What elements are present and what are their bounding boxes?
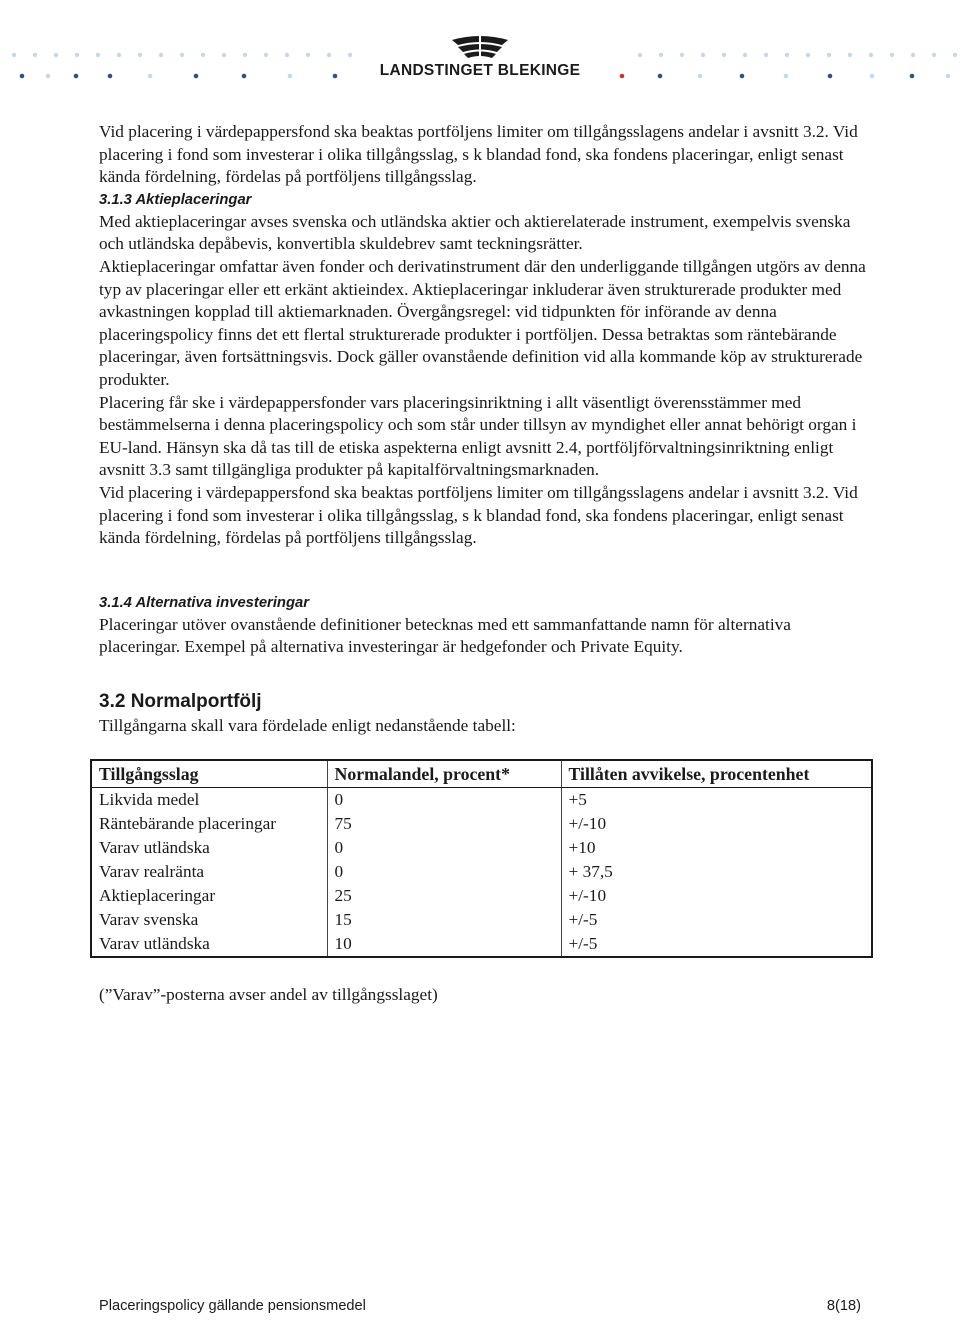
decorative-dot — [194, 74, 199, 79]
page-header — [0, 0, 960, 96]
decorative-dot — [12, 53, 16, 57]
decorative-dot — [75, 53, 79, 57]
table-cell: +/-5 — [561, 932, 872, 957]
decorative-dot — [117, 53, 121, 57]
table-row — [91, 932, 872, 957]
decorative-dot — [620, 74, 625, 79]
decorative-dot — [827, 53, 831, 57]
page-footer — [99, 1298, 861, 1314]
table-cell: Varav realränta — [91, 860, 327, 884]
heading-3-2: 3.2 Normalportfölj — [99, 690, 262, 712]
decorative-dot — [288, 74, 293, 79]
decorative-dot — [784, 74, 789, 79]
allocation-table — [90, 759, 873, 958]
decorative-dot — [743, 53, 747, 57]
heading-3-1-3: 3.1.3 Aktieplaceringar — [99, 191, 252, 208]
table-row — [91, 788, 872, 813]
decorative-dot — [20, 74, 25, 79]
table-cell: +/-5 — [561, 908, 872, 932]
table-row — [91, 884, 872, 908]
table-cell: 25 — [327, 884, 561, 908]
heading-3-1-4: 3.1.4 Alternativa investeringar — [99, 594, 309, 611]
decorative-dot — [698, 74, 703, 79]
decorative-dot — [701, 53, 705, 57]
decorative-dot — [242, 74, 247, 79]
paragraph-alternative-investments: Placeringar utöver ovanstående definitioner betecknas med ett sammanfattande namn för alternativa placeringar. Exempel på alternativa investeringar är hedgefonder och Private Equity. — [99, 614, 791, 657]
decorative-dot — [740, 74, 745, 79]
table-row — [91, 908, 872, 932]
decorative-dot — [722, 53, 726, 57]
table-row — [91, 860, 872, 884]
decorative-dot — [96, 53, 100, 57]
decorative-dot — [327, 53, 331, 57]
decorative-dot — [285, 53, 289, 57]
table-cell: 10 — [327, 932, 561, 957]
decorative-dot — [159, 53, 163, 57]
document-body — [99, 121, 874, 1007]
table-cell: Likvida medel — [91, 788, 327, 813]
paragraph-equity-scope: Aktieplaceringar omfattar även fonder och derivatinstrument där den underliggande tillgången utgörs av denna typ av placeringar eller ett erkänt aktieindex. Aktieplaceringar inkluderar även strukturerade produkter med avkastningen kopplad till aktiemarknaden. Övergångsregel: vid tidpunkten för införande av denna placeringspolicy finns det ett flertal strukturerade produkter i portföljen. Dessa betraktas som räntebärande placeringar, även fortsättningsvis. Dock gäller ovanstående definition vid alla kommande köp av strukturerade produkter. — [99, 256, 866, 389]
decorative-dot — [870, 74, 875, 79]
decorative-dot — [785, 53, 789, 57]
table-cell: 15 — [327, 908, 561, 932]
paragraph-equity-definition: Med aktieplaceringar avses svenska och utländska aktier och aktierelaterade instrument, exempelvis svenska och utländska depåbevis, konvertibla skuldebrev samt teckningsrätter. — [99, 211, 851, 254]
decorative-dot — [243, 53, 247, 57]
decorative-dot — [180, 53, 184, 57]
table-cell: Varav svenska — [91, 908, 327, 932]
decorative-dot — [911, 53, 915, 57]
table-cell: +5 — [561, 788, 872, 813]
paragraph-fund-placement-repeat: Vid placering i värdepappersfond ska beaktas portföljens limiter om tillgångsslagens andelar i avsnitt 3.2. Vid placering i fond som investerar i olika tillgångsslag, s k blandad fond, ska fondens placeringar, enligt senast kända fördelning, fördelas på portföljens tillgångsslag. — [99, 482, 858, 548]
column-header: Tillåten avvikelse, procentenhet — [561, 760, 872, 788]
table-cell: + 37,5 — [561, 860, 872, 884]
table-note: (”Varav”-posterna avser andel av tillgångsslaget) — [99, 985, 438, 1005]
table-cell: Varav utländska — [91, 932, 327, 957]
decorative-dot — [659, 53, 663, 57]
decorative-dot — [764, 53, 768, 57]
table-row — [91, 836, 872, 860]
table-cell: 0 — [327, 860, 561, 884]
table-cell: 75 — [327, 812, 561, 836]
table-cell: 0 — [327, 788, 561, 813]
paragraph-fund-placement: Vid placering i värdepappersfond ska beaktas portföljens limiter om tillgångsslagens andelar i avsnitt 3.2. Vid placering i fond som investerar i olika tillgångsslag, s k blandad fond, ska fondens placeringar, enligt senast kända fördelning, fördelas på portföljens tillgångsslag. — [99, 122, 858, 187]
decorative-dot — [306, 53, 310, 57]
ship-hull-emblem-icon — [450, 34, 510, 60]
decorative-dot — [890, 53, 894, 57]
column-header: Normalandel, procent* — [327, 760, 561, 788]
table-cell: 0 — [327, 836, 561, 860]
decorative-dot — [946, 74, 951, 79]
logo — [378, 34, 582, 86]
column-header: Tillgångsslag — [91, 760, 327, 788]
decorative-dot — [828, 74, 833, 79]
decorative-dot — [680, 53, 684, 57]
decorative-dot — [638, 53, 642, 57]
decorative-dot — [848, 53, 852, 57]
table-row — [91, 812, 872, 836]
table-cell: +/-10 — [561, 812, 872, 836]
table-cell: +/-10 — [561, 884, 872, 908]
paragraph-table-intro: Tillgångarna skall vara fördelade enligt nedanstående tabell: — [99, 715, 516, 735]
decorative-dot — [201, 53, 205, 57]
decorative-dot — [138, 53, 142, 57]
decorative-dot — [869, 53, 873, 57]
decorative-dot — [222, 53, 226, 57]
decorative-dot — [264, 53, 268, 57]
decorative-dot — [74, 74, 79, 79]
page-number: 8(18) — [826, 1298, 861, 1314]
table-cell: Varav utländska — [91, 836, 327, 860]
decorative-dot — [658, 74, 663, 79]
table-cell: +10 — [561, 836, 872, 860]
logo-text: LANDSTINGET BLEKINGE — [379, 62, 581, 79]
decorative-dot — [348, 53, 352, 57]
footer-document-title: Placeringspolicy gällande pensionsmedel — [99, 1298, 366, 1314]
decorative-dot — [54, 53, 58, 57]
decorative-dot — [953, 53, 957, 57]
decorative-dot — [932, 53, 936, 57]
decorative-dot — [33, 53, 37, 57]
decorative-dot — [333, 74, 338, 79]
decorative-dot — [910, 74, 915, 79]
decorative-dot — [46, 74, 51, 79]
paragraph-securities-funds: Placering får ske i värdepappersfonder vars placeringsinriktning i allt väsentligt överensstämmer med bestämmelserna i denna placeringspolicy och som står under tillsyn av myndighet eller annat behörigt organ i EU-land. Hänsyn ska då tas till de etiska aspekterna enligt avsnitt 2.4, portföljförvaltningsinriktning enligt avsnitt 3.3 samt tillgängliga produkter på kapitalförvaltningsmarknaden. — [99, 392, 857, 480]
decorative-dot — [148, 74, 153, 79]
table-header-row — [91, 760, 872, 788]
decorative-dot — [806, 53, 810, 57]
decorative-dot — [108, 74, 113, 79]
table-cell: Räntebärande placeringar — [91, 812, 327, 836]
table-cell: Aktieplaceringar — [91, 884, 327, 908]
